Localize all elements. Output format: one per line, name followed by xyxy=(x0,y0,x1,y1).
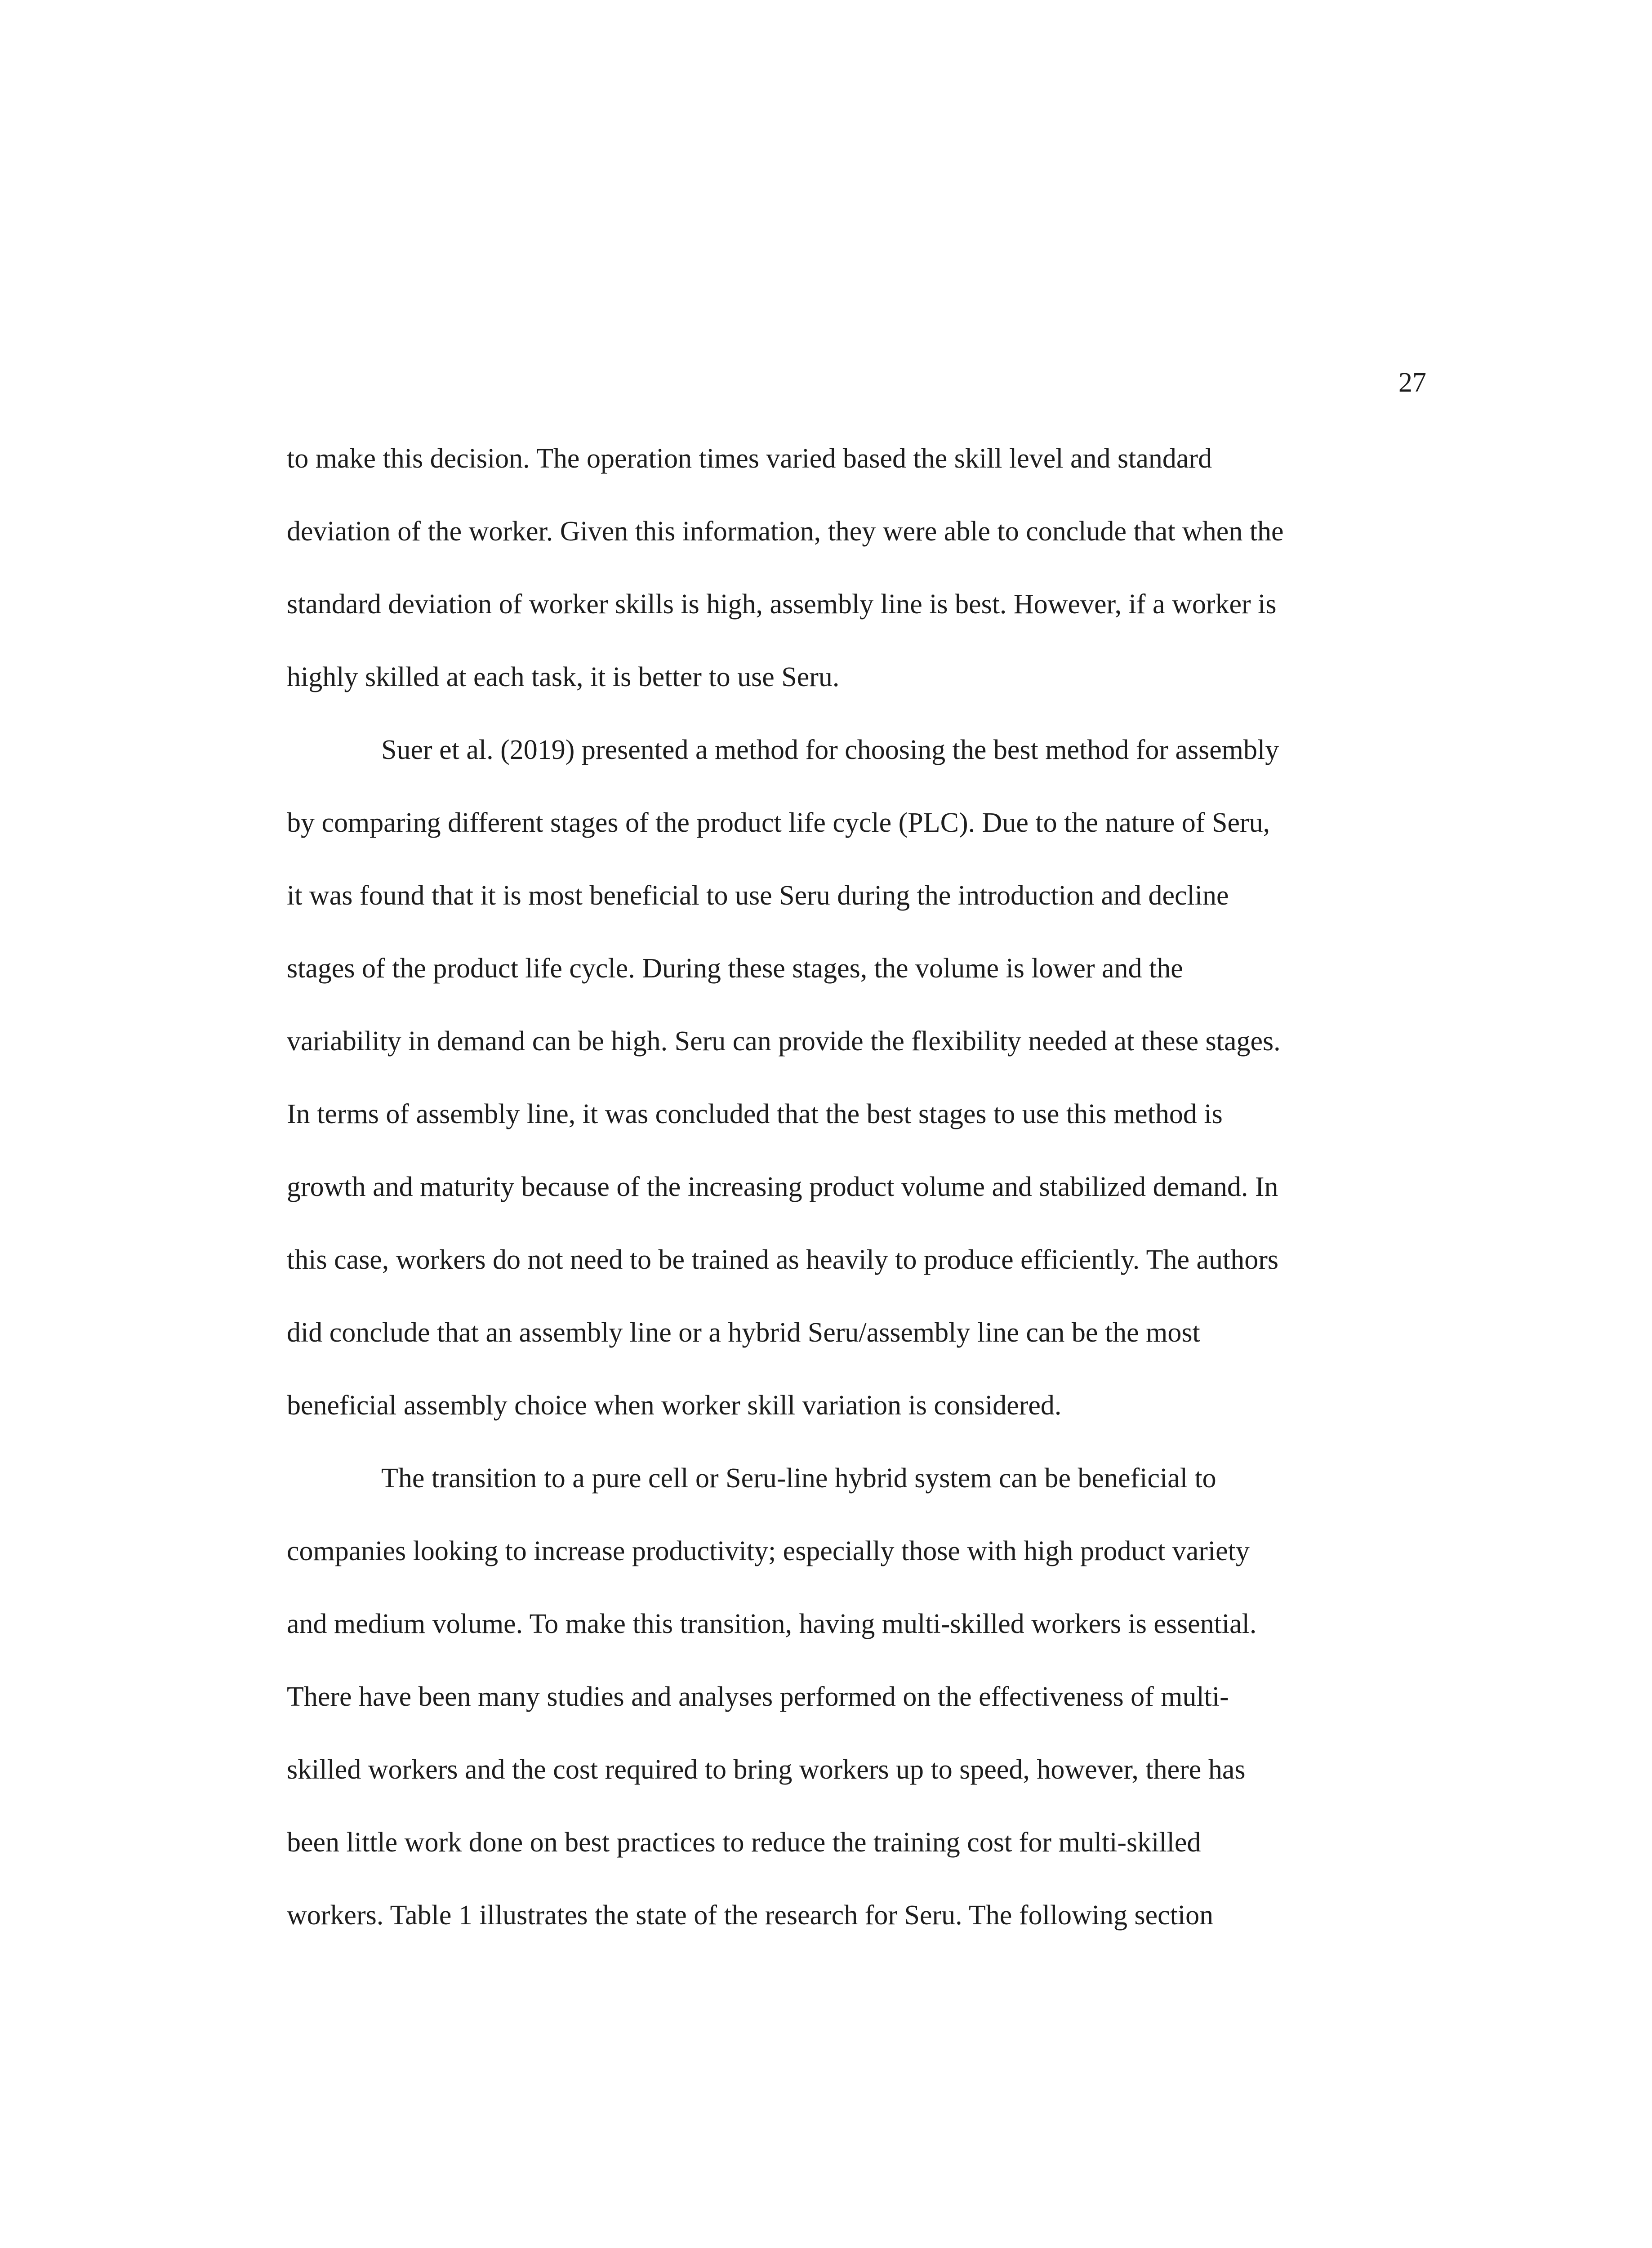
text-line: and medium volume. To make this transition, having multi-skilled workers is essential. xyxy=(287,1609,1257,1639)
text-line: been little work done on best practices to reduce the training cost for multi-skilled xyxy=(287,1827,1201,1858)
text-line: Suer et al. (2019) presented a method for choosing the best method for assembly xyxy=(381,735,1279,765)
text-line: this case, workers do not need to be trained as heavily to produce efficiently. The authors xyxy=(287,1244,1279,1275)
text-line: stages of the product life cycle. During these stages, the volume is lower and the xyxy=(287,953,1183,984)
text-line: beneficial assembly choice when worker skill variation is considered. xyxy=(287,1390,1062,1421)
text-line: standard deviation of worker skills is high, assembly line is best. However, if a worker is xyxy=(287,589,1277,620)
text-line: highly skilled at each task, it is better to use Seru. xyxy=(287,662,840,692)
text-line: to make this decision. The operation times varied based the skill level and standard xyxy=(287,443,1212,474)
text-line: The transition to a pure cell or Seru-line hybrid system can be beneficial to xyxy=(381,1463,1216,1494)
text-line: did conclude that an assembly line or a hybrid Seru/assembly line can be the most xyxy=(287,1317,1200,1348)
text-line: There have been many studies and analyses performed on the effectiveness of multi- xyxy=(287,1682,1229,1712)
body-text xyxy=(287,436,1429,1966)
text-line: by comparing different stages of the product life cycle (PLC). Due to the nature of Seru, xyxy=(287,807,1270,838)
text-line: it was found that it is most beneficial to use Seru during the introduction and decline xyxy=(287,880,1229,911)
text-line: skilled workers and the cost required to bring workers up to speed, however, there has xyxy=(287,1754,1246,1785)
text-line: deviation of the worker. Given this information, they were able to conclude that when the xyxy=(287,516,1284,547)
text-line: variability in demand can be high. Seru can provide the flexibility needed at these stages. xyxy=(287,1026,1281,1057)
text-line: workers. Table 1 illustrates the state of the research for Seru. The following section xyxy=(287,1900,1214,1931)
page-number: 27 xyxy=(1398,367,1426,398)
text-line: growth and maturity because of the increasing product volume and stabilized demand. In xyxy=(287,1172,1278,1202)
text-line: In terms of assembly line, it was concluded that the best stages to use this method is xyxy=(287,1099,1223,1129)
text-line: companies looking to increase productivity; especially those with high product variety xyxy=(287,1536,1250,1566)
